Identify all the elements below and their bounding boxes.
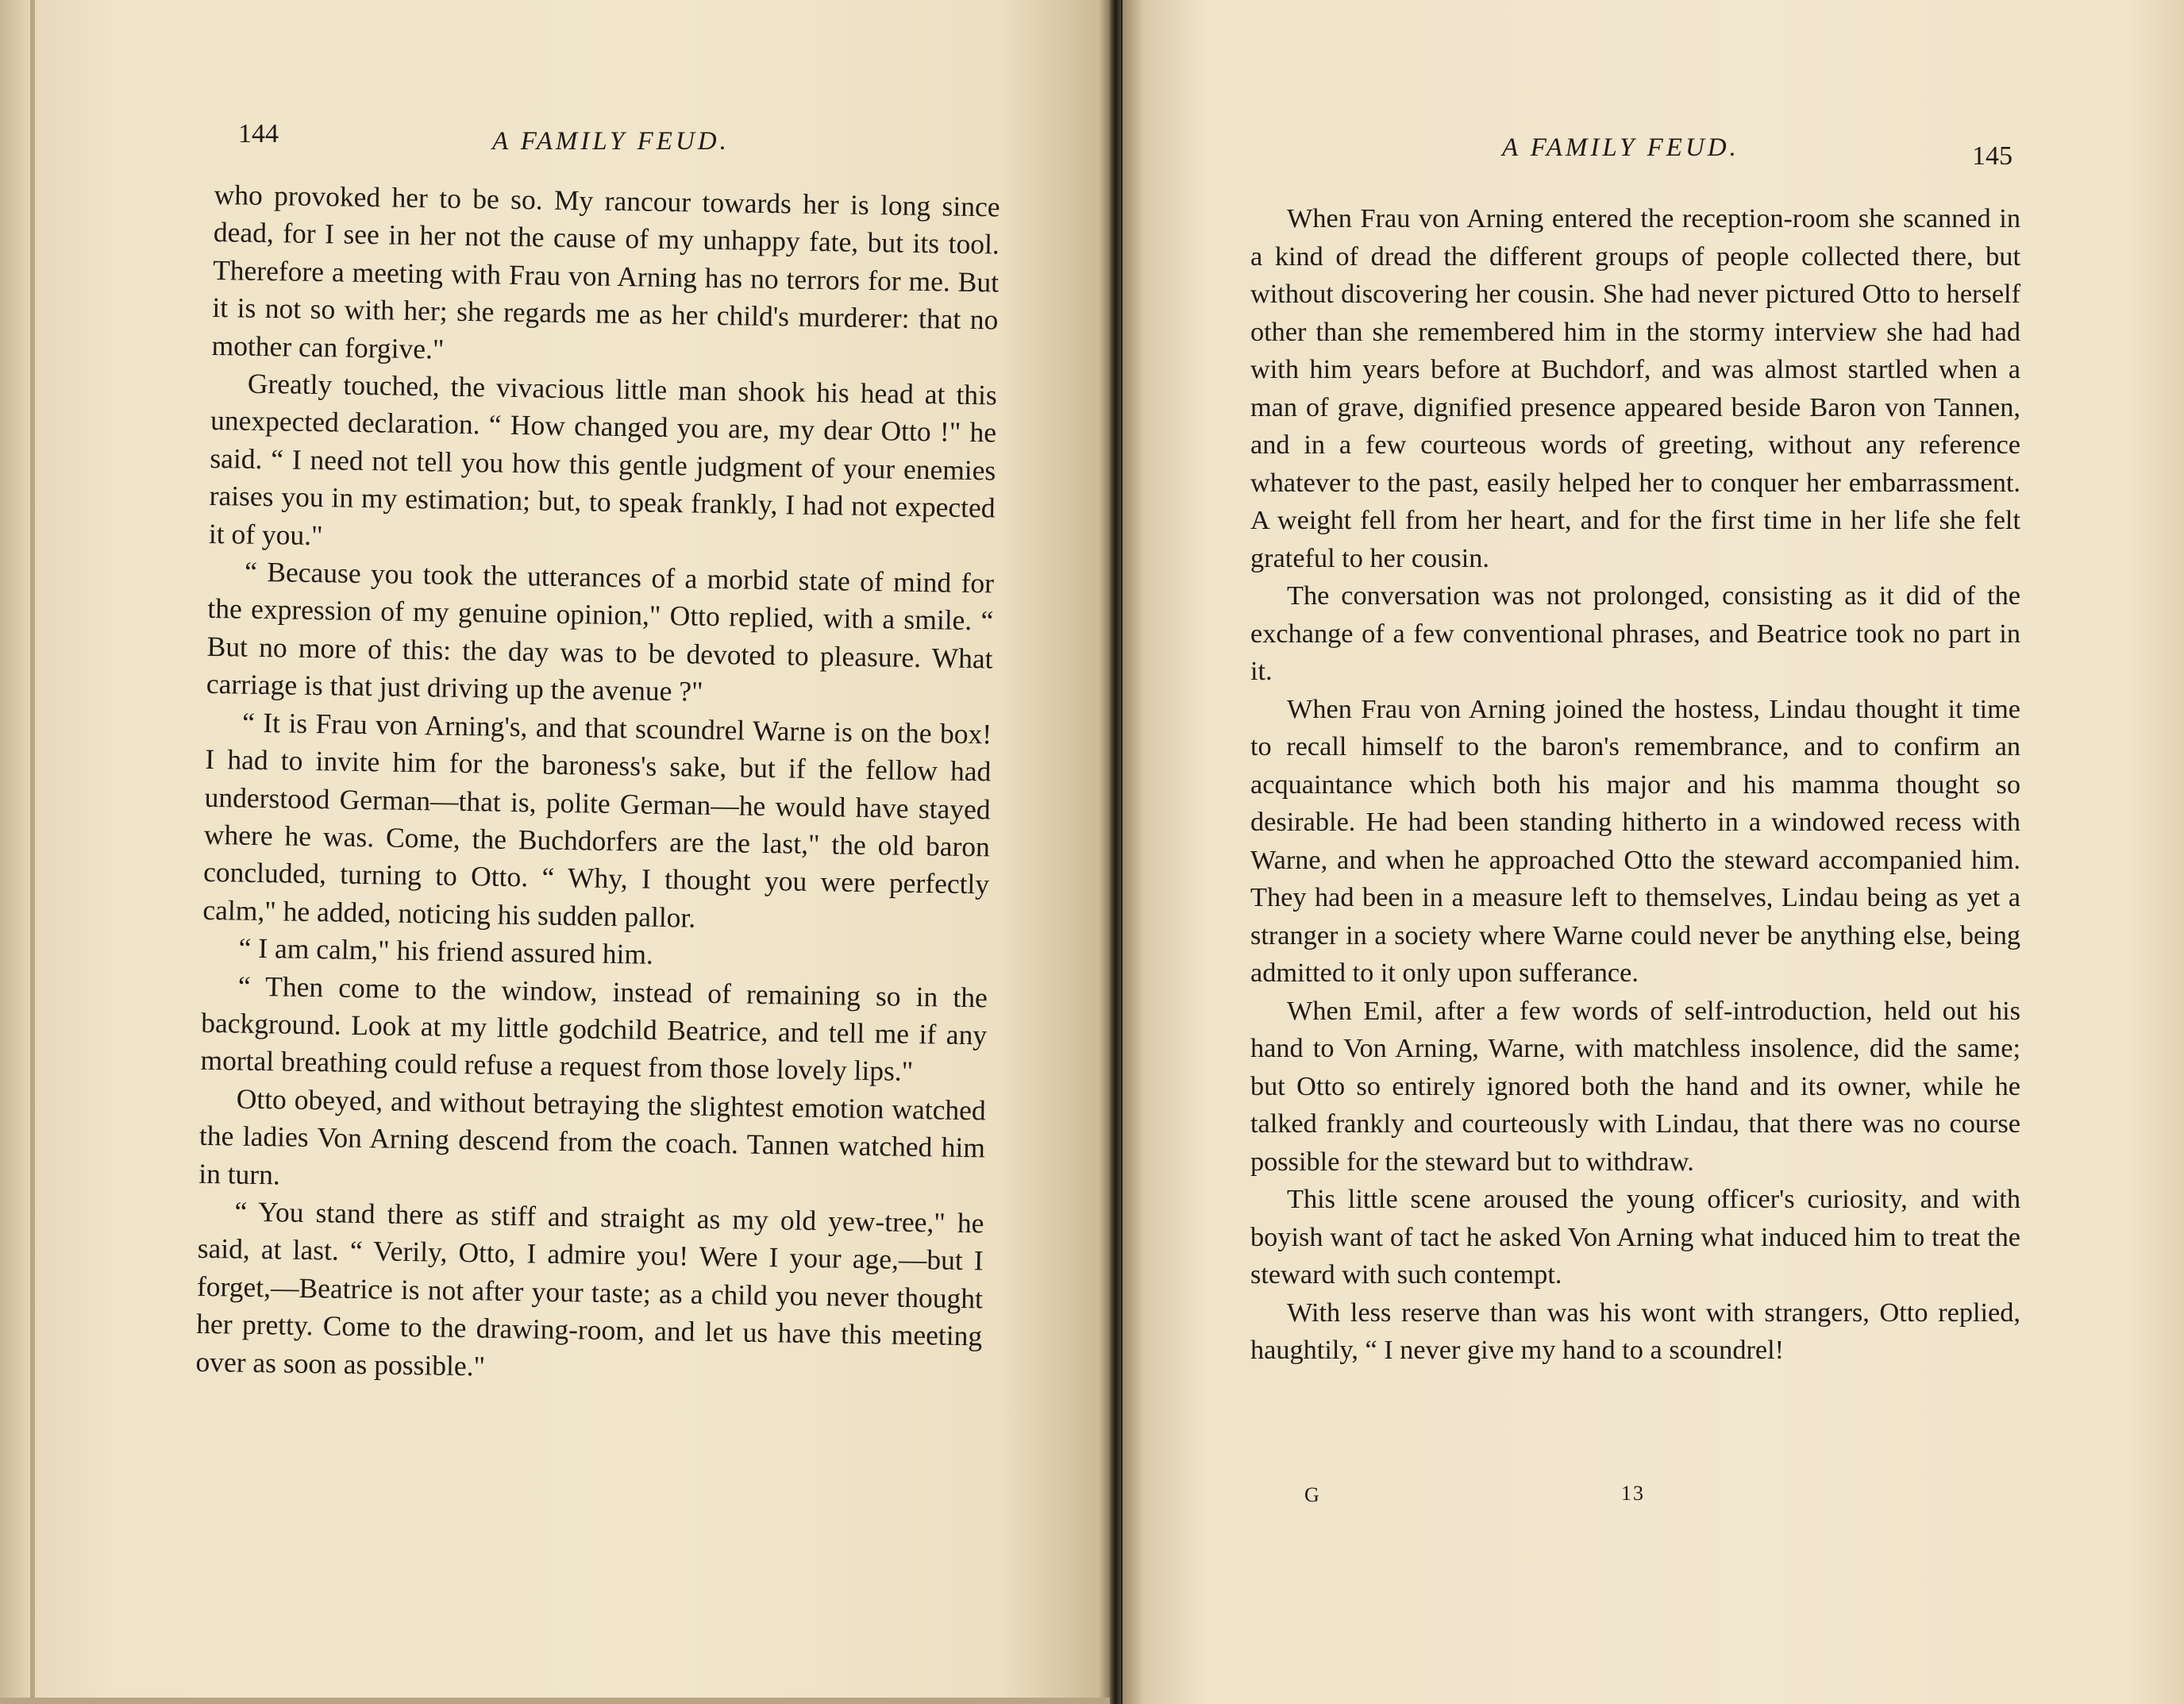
paragraph: “ I am calm," his friend assured him.	[238, 931, 654, 970]
paragraph: “ Then come to the window, instead of remaining so in the background. Look at my little godchild Beatrice, and tell me if any mortal breathing could refuse a request from those lovely lips."	[200, 970, 988, 1088]
paragraph: Greatly touched, the vivacious little man shook his head at this unexpected declaration. “ How changed you are, my dear Otto !" he said. “ I need not tell you how this gentle judgment of your enemies raises you in my estimation; but, to speak frankly, I had not expected it of you."	[208, 367, 998, 551]
paragraph: With less reserve than was his wont with strangers, Otto replied, haughtily, “ I never give my hand to a scoundrel!	[1250, 1297, 2020, 1365]
signature-mark: G	[1304, 1483, 1321, 1506]
body-text	[195, 176, 1000, 1393]
paragraph: “ You stand there as stiff and straight as my old yew-tree," he said, at last. “ Verily, Otto, I admire you! Were I your age,—but I forget,—Beatrice is not after your taste; as a child you never thought her pretty. Come to the drawing-room, and let us have this meeting over as soon as possible."	[195, 1195, 984, 1382]
paragraph: Otto obeyed, and without betraying the slightest emotion watched the ladies Von Arning descend from the coach. Tannen watched him in turn.	[198, 1082, 986, 1191]
paragraph: who provoked her to be so. My rancour towards her is long since dead, for I see in her not the cause of my unhappy fate, but its tool. Therefore a meeting with Frau von Arning has no terrors for me. But it is not so with her; she regards me as her child's murderer: that no mother can forgive."	[211, 178, 1000, 365]
paragraph: When Frau von Arning joined the hostess, Lindau thought it time to recall himself to the baron's remembrance, and to confirm an acquaintance which both his major and his mamma thought so desirable. He had been standing hitherto in a windowed recess with Warne, and when he approached Otto the steward accompanied him. They had been in a measure left to themselves, Lindau being as yet a stranger in a society where Warne could never be anything else, being admitted to it only upon sufferance.	[1250, 693, 2020, 988]
paragraph: The conversation was not prolonged, consisting as it did of the exchange of a few conventional phrases, and Beatrice took no part in it.	[1250, 580, 2020, 686]
page-number: 144	[238, 119, 279, 148]
paragraph: “ Because you took the utterances of a morbid state of mind for the expression of my genuine opinion," Otto replied, with a smile. “ But no more of this: the day was to be devoted to pleasure. What carriage is that just driving up the avenue ?"	[206, 555, 995, 708]
signature-number: 13	[1621, 1482, 1645, 1505]
body-text	[1250, 200, 2020, 1370]
page-number: 145	[1972, 141, 2013, 171]
paragraph: When Emil, after a few words of self-introduction, held out his hand to Von Arning, Warne, with matchless insolence, did the same; but Otto so entirely ignored both the hand and its owner, while he talked frankly and courteously with Lindau, that there was no course possible for the steward but to withdraw.	[1250, 995, 2020, 1177]
book-gutter	[1110, 0, 1121, 1704]
paragraph: When Frau von Arning entered the reception-room she scanned in a kind of dread the different groups of people collected there, but without discovering her cousin. She had never pictured Otto to herself other than she remembered him in the stormy interview she had had with him years before at Buchdorf, and was almost startled when a man of grave, dignified presence appeared beside Baron von Tannen, and in a few courteous words of greeting, without any reference whatever to the past, easily helped her to conquer her embarrassment. A weight fell from her heart, and for the first time in her life she felt grateful to her cousin.	[1250, 203, 2020, 573]
paragraph: “ It is Frau von Arning's, and that scoundrel Warne is on the box! I had to invite him for the baroness's sake, but if the fellow had understood German—that is, polite German—he would have stayed where he was. Come, the Buchdorfers are the last," the old baron concluded, turning to Otto. “ Why, I thought you were perfectly calm," he added, noticing his sudden pallor.	[202, 706, 992, 934]
running-head: A FAMILY FEUD.	[1502, 133, 1739, 162]
running-head: A FAMILY FEUD.	[492, 127, 730, 156]
paragraph: This little scene aroused the young officer's curiosity, and with boyish want of tact he asked Von Arning what induced him to treat the steward with such contempt.	[1250, 1184, 2020, 1290]
